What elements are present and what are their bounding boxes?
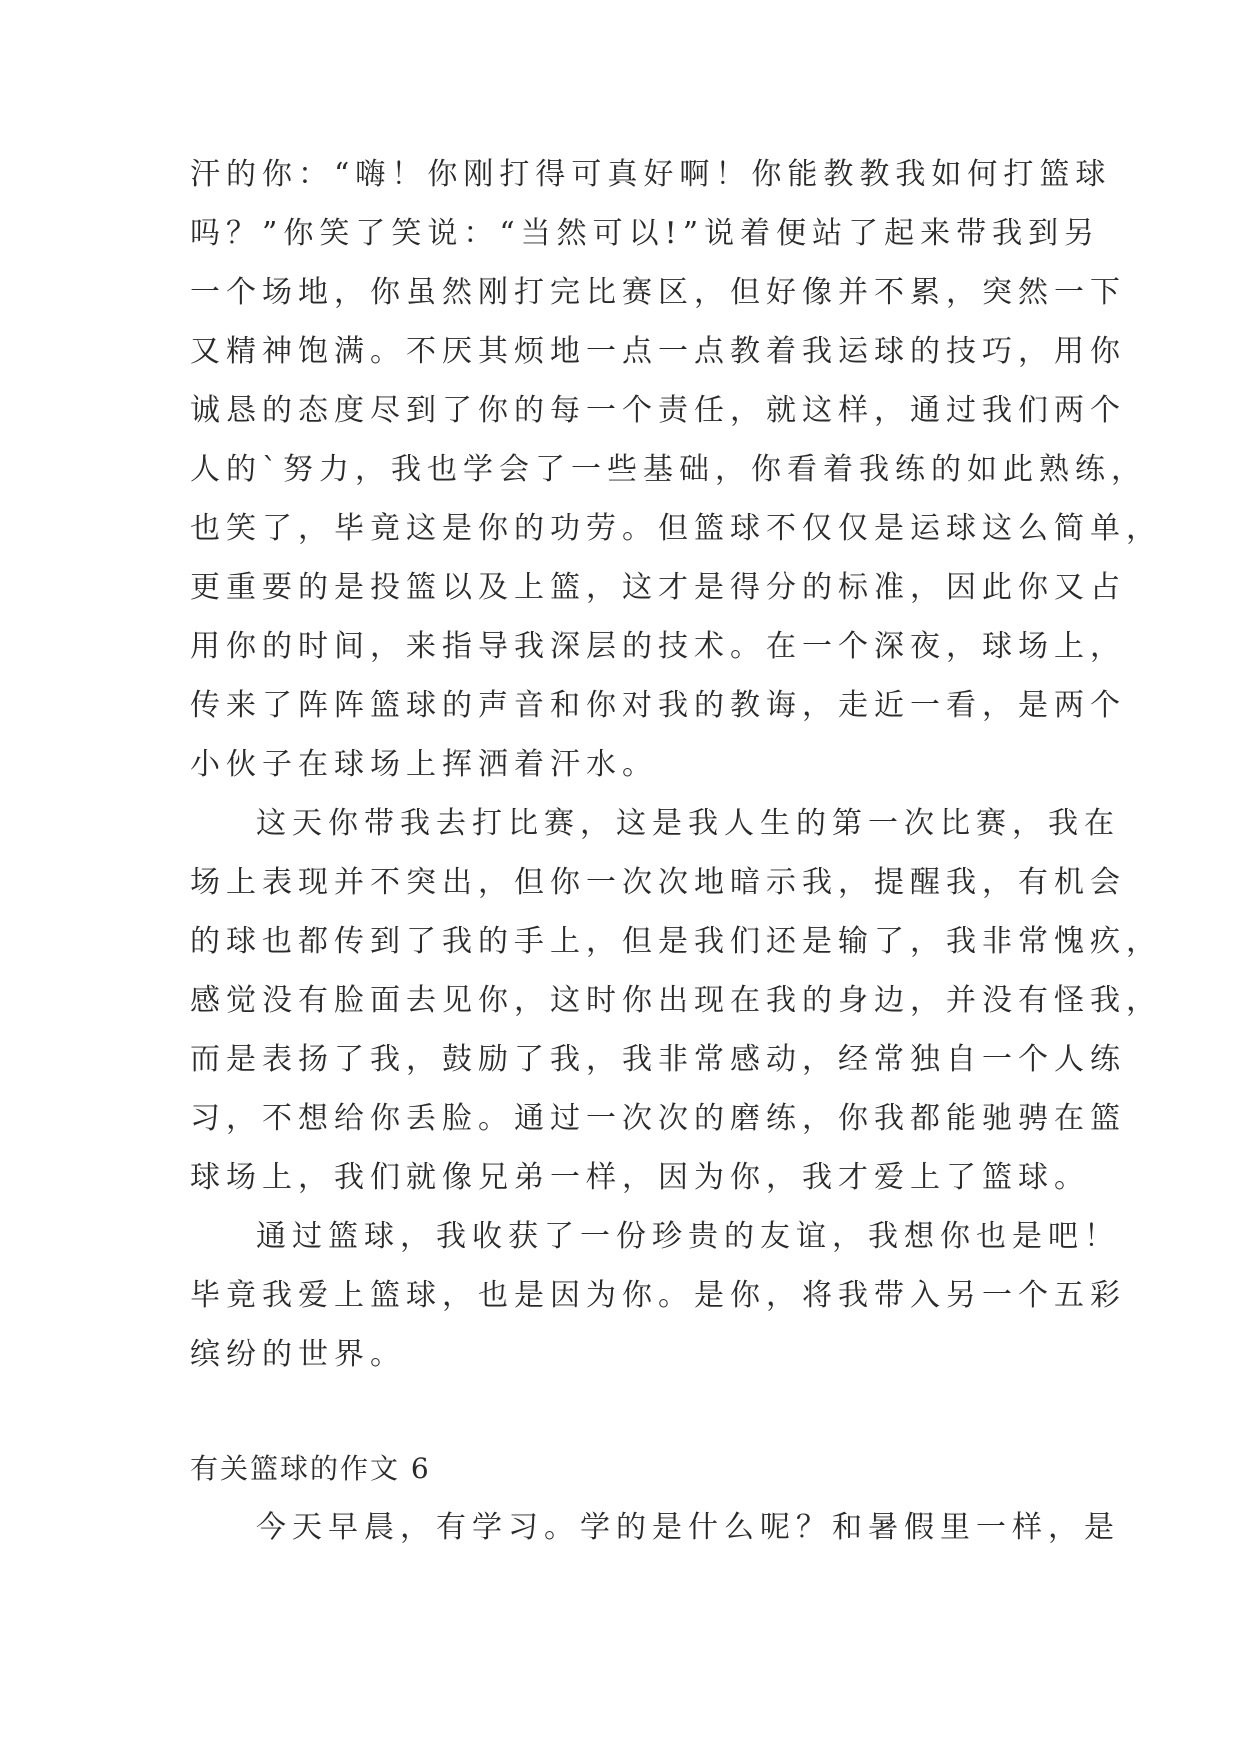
paragraph-line: 又精神饱满。不厌其烦地一点一点教着我运球的技巧，用你 [190, 334, 1126, 369]
paragraph-line: 今天早晨，有学习。学的是什么呢？和暑假里一样，是 [256, 1510, 1120, 1545]
paragraph-line: 缤纷的世界。 [190, 1337, 406, 1372]
paragraph-line: 一个场地，你虽然刚打完比赛区，但好像并不累，突然一下 [190, 275, 1126, 310]
paragraph-line: 用你的时间，来指导我深层的技术。在一个深夜，球场上， [190, 629, 1126, 664]
paragraph-line: 人的`努力，我也学会了一些基础，你看着我练的如此熟练， [190, 452, 1147, 487]
paragraph-line: 毕竟我爱上篮球，也是因为你。是你，将我带入另一个五彩 [190, 1278, 1126, 1313]
paragraph-line: 小伙子在球场上挥洒着汗水。 [190, 747, 658, 782]
paragraph-line: 更重要的是投篮以及上篮，这才是得分的标准，因此你又占 [190, 570, 1126, 605]
paragraph-line: 传来了阵阵篮球的声音和你对我的教诲，走近一看，是两个 [190, 688, 1126, 723]
paragraph-line: 场上表现并不突出，但你一次次地暗示我，提醒我，有机会 [190, 865, 1126, 900]
paragraph-line: 感觉没有脸面去见你，这时你出现在我的身边，并没有怪我， [190, 983, 1162, 1018]
paragraph-line: 球场上，我们就像兄弟一样，因为你，我才爱上了篮球。 [190, 1160, 1090, 1195]
paragraph-line: 吗？”你笑了笑说：“当然可以!”说着便站了起来带我到另 [190, 216, 1101, 251]
paragraph-line: 汗的你：“嗨！你刚打得可真好啊！你能教教我如何打篮球 [190, 157, 1112, 192]
paragraph-line: 也笑了，毕竟这是你的功劳。但篮球不仅仅是运球这么简单， [190, 511, 1162, 546]
section-heading: 有关篮球的作文 6 [190, 1452, 431, 1485]
paragraph-line: 的球也都传到了我的手上，但是我们还是输了，我非常愧疚， [190, 924, 1162, 959]
paragraph-line: 诚恳的态度尽到了你的每一个责任，就这样，通过我们两个 [190, 393, 1126, 428]
paragraph-line: 这天你带我去打比赛，这是我人生的第一次比赛，我在 [256, 806, 1120, 841]
paragraph-line: 通过篮球，我收获了一份珍贵的友谊，我想你也是吧！ [256, 1219, 1120, 1254]
paragraph-line: 而是表扬了我，鼓励了我，我非常感动，经常独自一个人练 [190, 1042, 1126, 1077]
paragraph-line: 习，不想给你丢脸。通过一次次的磨练，你我都能驰骋在篮 [190, 1101, 1126, 1136]
